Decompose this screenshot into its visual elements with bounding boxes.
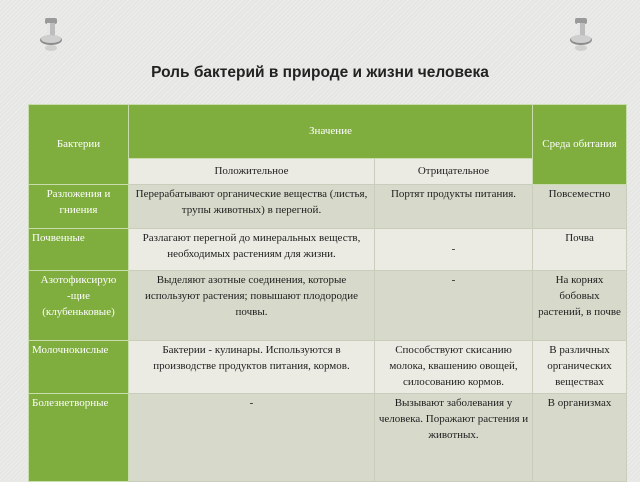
header-bacteria: Бактерии <box>29 105 129 185</box>
cell-negative: - <box>375 229 533 271</box>
header-habitat: Среда обитания <box>533 105 627 185</box>
cell-habitat: Повсеместно <box>533 185 627 229</box>
cell-negative: Вызывают заболевания у человека. Поражают растения и животных. <box>375 393 533 481</box>
table-row <box>29 185 627 229</box>
cell-negative: - <box>375 271 533 341</box>
table-row <box>29 229 627 271</box>
row-name: Почвенные <box>29 229 129 271</box>
cell-positive: - <box>129 393 375 481</box>
row-name: Болезнетворные <box>29 393 129 481</box>
bacteria-table <box>28 104 627 482</box>
row-name: Разложения и гниения <box>29 185 129 229</box>
cell-positive: Разлагают перегной до минеральных веществ, необходимых растениям для жизни. <box>129 229 375 271</box>
header-significance: Значение <box>129 105 533 159</box>
cell-positive: Бактерии - кулинары. Используются в производстве продуктов питания, кормов. <box>129 341 375 394</box>
cell-habitat: В различных органических веществах <box>533 341 627 394</box>
cell-positive: Перерабатывают органические вещества (листья, трупы животных) в перегной. <box>129 185 375 229</box>
cell-negative: Способствуют скисанию молока, квашению овощей, силосованию кормов. <box>375 341 533 394</box>
cell-positive: Выделяют азотные соединения, которые используют растения; повышают плодородие почвы. <box>129 271 375 341</box>
table-row <box>29 271 627 341</box>
cell-habitat: В организмах <box>533 393 627 481</box>
pin-icon <box>568 18 594 52</box>
cell-habitat: Почва <box>533 229 627 271</box>
pin-icon <box>38 18 64 52</box>
slide-title: Роль бактерий в природе и жизни человека <box>151 64 489 81</box>
header-negative: Отрицательное <box>375 159 533 185</box>
row-name: Молочнокислые <box>29 341 129 394</box>
header-positive: Положительное <box>129 159 375 185</box>
cell-negative: Портят продукты питания. <box>375 185 533 229</box>
row-name: Азотофиксирую -щие (клубеньковые) <box>29 271 129 341</box>
table-row <box>29 341 627 394</box>
table-row <box>29 393 627 481</box>
cell-habitat: На корнях бобовых растений, в почве <box>533 271 627 341</box>
